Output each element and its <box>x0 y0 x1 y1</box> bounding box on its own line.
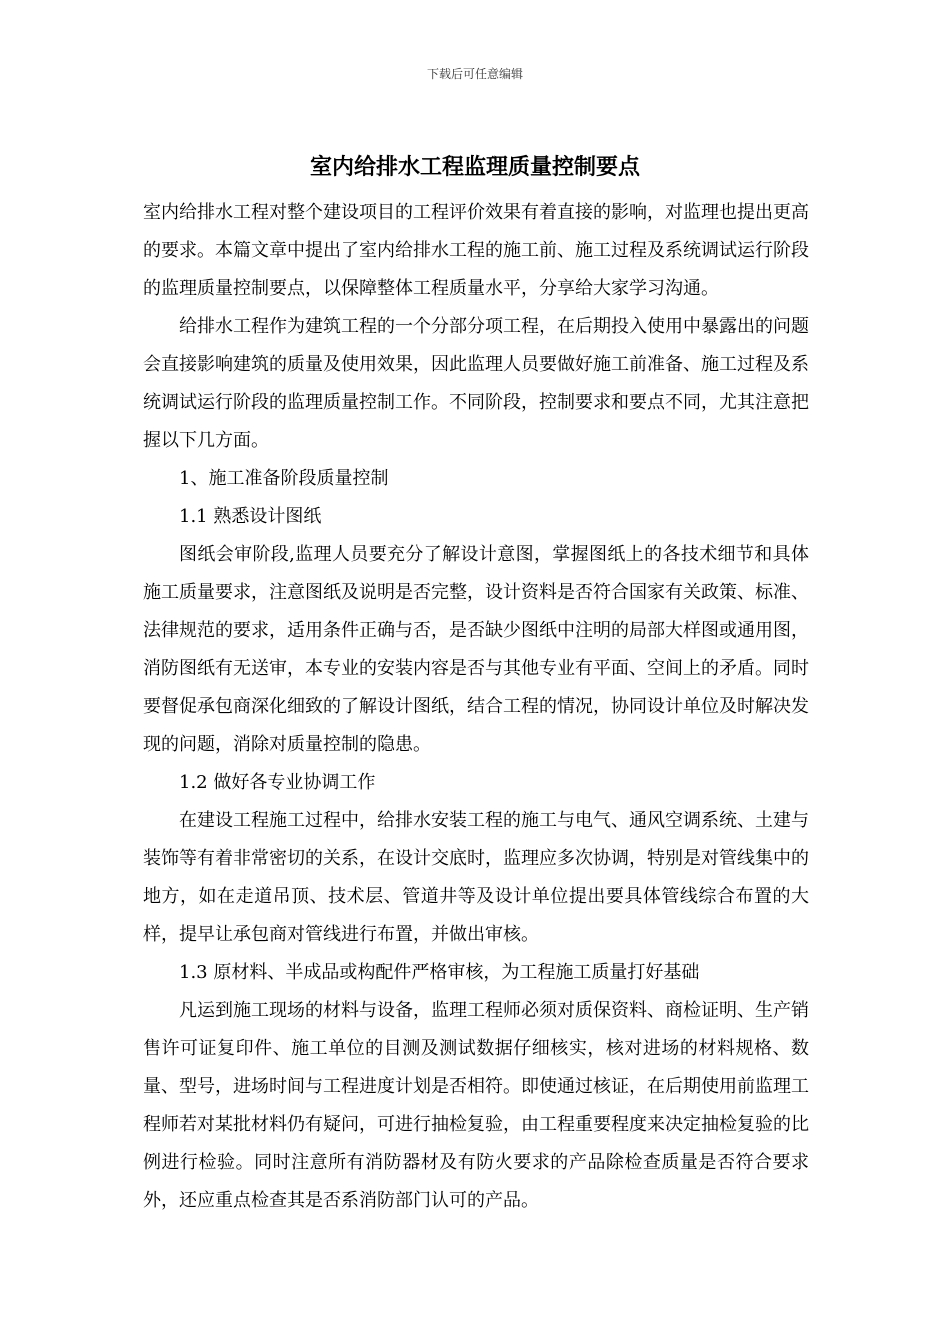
subsection-heading: 1.3 原材料、半成品或构配件严格审核，为工程施工质量打好基础 <box>179 962 700 983</box>
subsection-heading: 1.1 熟悉设计图纸 <box>179 506 322 527</box>
overview-paragraph: 给排水工程作为建筑工程的一个分部分项工程，在后期投入使用中暴露出的问题会直接影响建筑的质量及使用效果，因此监理人员要做好施工前准备、施工过程及系统调试运行阶段的监理质量控制工作。不同阶段，控制要求和要点不同，尤其注意把握以下几方面。 <box>143 316 809 451</box>
body-paragraph: 图纸会审阶段,监理人员要充分了解设计意图，掌握图纸上的各技术细节和具体施工质量要求，注意图纸及说明是否完整，设计资料是否符合国家有关政策、标准、法律规范的要求，适用条件正确与否，是否缺少图纸中注明的局部大样图或通用图，消防图纸有无送审，本专业的安装内容是否与其他专业有平面、空间上的矛盾。同时要督促承包商深化细致的了解设计图纸，结合工程的情况，协同设计单位及时解决发现的问题，消除对质量控制的隐患。 <box>143 544 809 755</box>
body-paragraph: 凡运到施工现场的材料与设备，监理工程师必须对质保资料、商检证明、生产销售许可证复印件、施工单位的目测及测试数据仔细核实，核对进场的材料规格、数量、型号，进场时间与工程进度计划是否相符。即使通过核证，在后期使用前监理工程师若对某批材料仍有疑问，可进行抽检复验，由工程重要程度来决定抽检复验的比例进行检验。同时注意所有消防器材及有防火要求的产品除检查质量是否符合要求外，还应重点检查其是否系消防部门认可的产品。 <box>143 1000 809 1211</box>
intro-paragraph: 室内给排水工程对整个建设项目的工程评价效果有着直接的影响，对监理也提出更高的要求。本篇文章中提出了室内给排水工程的施工前、施工过程及系统调试运行阶段的监理质量控制要点，以保障整体工程质量水平，分享给大家学习沟通。 <box>143 202 809 299</box>
document-title: 室内给排水工程监理质量控制要点 <box>309 155 640 180</box>
section-heading: 1、施工准备阶段质量控制 <box>179 468 389 489</box>
header-note: 下载后可任意编辑 <box>426 67 523 81</box>
body-paragraph: 在建设工程施工过程中，给排水安装工程的施工与电气、通风空调系统、土建与装饰等有着非常密切的关系，在设计交底时，监理应多次协调，特别是对管线集中的地方，如在走道吊顶、技术层、管道井等及设计单位提出要具体管线综合布置的大样，提早让承包商对管线进行布置，并做出审核。 <box>143 810 809 945</box>
subsection-heading: 1.2 做好各专业协调工作 <box>179 772 376 793</box>
document-body <box>143 194 809 1220</box>
